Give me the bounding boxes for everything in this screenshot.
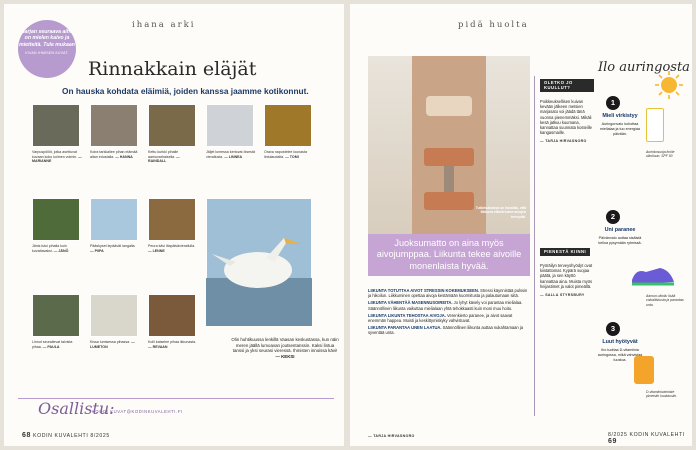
caption-owls bbox=[32, 150, 82, 164]
photo-snow-tracks bbox=[206, 104, 254, 147]
caption-credit: — TOMI bbox=[285, 154, 299, 159]
tip-text: Iho tuottaa D-vitamiinia auringossa, mikä vahvistaa luustoa. bbox=[597, 348, 643, 362]
photo-dog-barn bbox=[90, 104, 138, 147]
left-page-number: 68 bbox=[22, 432, 31, 439]
left-section-title: ihana arki bbox=[132, 20, 196, 30]
sun-icon bbox=[654, 70, 684, 100]
caption-credit: — JÄNÖ bbox=[53, 248, 69, 253]
caption-text: Kissa lumisessa pihassa. bbox=[90, 340, 131, 344]
pelican-caption bbox=[230, 337, 340, 359]
article-credit: — TARJA HIRVASNORO bbox=[368, 434, 415, 438]
pull-quote: Juoksumatto on aina myös aivojumppaa. Liikunta tekee aivoille monenlaista hyvää. bbox=[368, 234, 530, 276]
photo-squirrel bbox=[264, 104, 312, 147]
caption-credit: — LUMETON bbox=[90, 340, 135, 349]
right-section-title: pidä huolta bbox=[458, 20, 529, 30]
caption-credit: — PAULA bbox=[42, 344, 60, 349]
column-b-text: Pyöräilyn terveyshyödyt ovat kiistattomat. Kypärä suojaa päätä, ja sen käyttö kannattaa aina. Muista myös heijastimet ja valot pimeällä. bbox=[540, 263, 593, 289]
caption-text: Koira tarkkailee pihan elämää aitan edustalla. bbox=[90, 150, 138, 159]
caption-dog-barn bbox=[90, 150, 140, 159]
badge-subtext: KIVAN IHMISEN KUVAT. bbox=[25, 51, 69, 56]
pelican-illustration bbox=[206, 198, 312, 326]
paragraph-heading: LIIKUNTA LIKUNTA TEHOSTAA AIVOJA. bbox=[368, 312, 446, 318]
osallistu-heading: Osallistu: bbox=[38, 399, 115, 418]
news-column-a bbox=[540, 76, 594, 143]
photo-deer bbox=[148, 198, 196, 241]
article-paragraph bbox=[368, 300, 530, 310]
caption-text: Linnut seurailevat talvista pihaa. bbox=[32, 340, 73, 349]
dumbbell-handle bbox=[444, 166, 454, 192]
tip-number-3: 3 bbox=[606, 322, 620, 336]
photo-swallows bbox=[90, 198, 138, 241]
caption-text: Varpuspöllöt, jotka asettuvat kuvaan koko kolmen voimin. bbox=[32, 150, 78, 159]
caption-swallows bbox=[90, 244, 140, 253]
caption-text: Pääskyset lepäävät langalla. bbox=[90, 244, 136, 248]
caption-text: Jäljet lumessa kertovat öisestä vierailusta. bbox=[206, 150, 255, 159]
right-page-footer bbox=[608, 432, 692, 445]
pelican-credit: — KEKSI bbox=[275, 353, 295, 359]
article-paragraph bbox=[368, 325, 530, 335]
column-b-heading: PIENESTÄ KIINNI bbox=[540, 248, 590, 256]
caption-credit: — REVAAN bbox=[148, 344, 168, 349]
tip-text: Auringonvalo kohottaa mielialaa ja tuo energiaa päivään. bbox=[600, 122, 640, 136]
caption-deer bbox=[148, 244, 198, 253]
badge-text: Sarjan seuraava aihe on mielen kaivo ja mietteitä. Tule mukaan bbox=[19, 29, 75, 48]
caption-text: Kettu kurkki pihalle aamuvarhaisella. bbox=[148, 150, 179, 159]
product-2-note: Aamun ulkoilu lisää valoaltistusta ja parantaa unta. bbox=[646, 294, 684, 307]
tip-number-2: 2 bbox=[606, 210, 620, 224]
caption-credit: — MARIANNE bbox=[32, 154, 82, 164]
tip-text: Päivänvalo auttaa sisäistä kelloa pysymään rytmissä. bbox=[598, 236, 642, 245]
caption-credit: — HANNA bbox=[115, 154, 133, 159]
column-a-credit: — TARJA HIRVASNORO bbox=[540, 139, 587, 144]
photo-birds-snow bbox=[32, 294, 80, 337]
paragraph-heading: LIIKUNTA PARANTAA UNEN LAATUA. bbox=[368, 325, 442, 331]
article-body bbox=[368, 288, 530, 338]
photo-hare bbox=[32, 198, 80, 241]
news-column-b bbox=[540, 240, 594, 297]
column-b-credit: — SALLA STYRSBURY bbox=[540, 293, 585, 298]
column-a-text: Poikkeuksellisen kuivan kevään jälkeen metsien marjasato voi jäädä tänä vuonna pienemmäksi. Mikäli kesä jatkuu kuumana, kannattaa suunnata kosteille kangasmaille. bbox=[540, 99, 592, 136]
tips-title: Ilo auringosta bbox=[598, 60, 690, 75]
caption-text: Orava napostelee lounasta lintulaudalta. bbox=[264, 150, 307, 159]
paragraph-heading: LIIKUNTA TOTUTTAA AIVOT STRESSIN KOKEMUKSEEN. bbox=[368, 288, 479, 293]
product-1-note: Aurinkosuoja iholle ulkoiluun, SPF 50 bbox=[646, 150, 675, 159]
caption-credit: — RAINDALL bbox=[148, 154, 180, 164]
right-footer-text: 8/2025 KODIN KUVALEHTI bbox=[608, 432, 685, 438]
photo-caption: Tutkimuksissa on havaittu, että liikkuva elämä tukee aivojen terveyttä. bbox=[475, 206, 526, 219]
article-paragraph bbox=[368, 313, 530, 323]
right-page-number: 69 bbox=[608, 438, 617, 445]
sneaker-icon bbox=[630, 260, 676, 288]
caption-credit: — LINNEA bbox=[224, 154, 243, 159]
caption-credit: — PIIPA bbox=[90, 248, 104, 253]
photo-fox bbox=[148, 104, 196, 147]
caption-snow-tracks bbox=[206, 150, 256, 159]
caption-text: Kolli katselee pihaa ikkunasta. bbox=[148, 340, 197, 344]
paragraph-text: Stressi käynnistää pulssin ja hikoilun. Liikkuminen opettaa aivoja kestämään kuormitusta ja palautumaan siitä. bbox=[368, 288, 528, 299]
caption-text: Jänis istui pihalla kuin kuvattavaksi. bbox=[32, 244, 67, 253]
caption-credit: — LENNE bbox=[148, 248, 165, 253]
caption-squirrel bbox=[264, 150, 314, 159]
paragraph-text: Jo lyhyt kävely voi parantaa mielialaa. Säännöllinen liikunta vaikuttaa mielialaan yhtä tehokkaasti kuin moni muu hoito. bbox=[368, 300, 523, 311]
left-footer-text: KODIN KUVALEHTI 8/2025 bbox=[33, 433, 110, 439]
caption-text: Peura kävi iltapäivävierailulla. bbox=[148, 244, 196, 248]
paragraph-heading: LIIKUNTA VÄHENTÄÄ MASENNUSOIREITA. bbox=[368, 300, 453, 306]
photo-owls bbox=[32, 104, 80, 147]
caption-cat-snow bbox=[90, 340, 140, 349]
caption-hare bbox=[32, 244, 82, 253]
column-a-heading: OLETKO JO KUULLUT? bbox=[540, 79, 594, 92]
paragraph-text: Säännöllinen liikunta auttaa nukahtamaan ja syventää unta. bbox=[368, 325, 524, 336]
product-3-note: D-vitamiinivalmiste pimeisiin kuukausiin. bbox=[646, 390, 678, 399]
dumbbell-photo bbox=[368, 56, 530, 236]
osallistu-text[interactable]: KOODI KUVAT@KODINKUVALEHTI.FI bbox=[92, 409, 183, 414]
page-title: Rinnakkain eläjät bbox=[88, 58, 257, 80]
left-page bbox=[4, 4, 344, 446]
series-badge bbox=[18, 20, 76, 78]
article-paragraph bbox=[368, 288, 530, 298]
right-page bbox=[350, 4, 692, 446]
lead-text: On hauska kohdata eläimiä, joiden kanssa jaamme kotikonnut. bbox=[62, 86, 309, 96]
caption-birds-snow bbox=[32, 340, 82, 349]
pelican-caption-text: Olin huhtikuussa lenkillä Vaasan keskustassa, kun näin meren jäällä lumoavan joutsentanssin. Kaksi lintua tanssi ja yksi seurasi vieressä. Ihmisten innoissa kävi! bbox=[231, 337, 339, 354]
paragraph-text: Verenkierto paranee, ja aivot saavat enemmän happea. Muisti ja keskittymiskyky vahvistuvat. bbox=[368, 312, 513, 324]
sports-top bbox=[426, 96, 472, 116]
column-divider bbox=[534, 76, 535, 416]
photo-cat-snow bbox=[90, 294, 138, 337]
photo-cat-window bbox=[148, 294, 196, 337]
tip-title: Mieli virkistyy bbox=[602, 113, 638, 119]
tip-title: Luut hyötyvät bbox=[602, 339, 638, 345]
tip-number-1: 1 bbox=[606, 96, 620, 110]
dumbbell-top bbox=[424, 148, 474, 166]
left-page-footer bbox=[22, 432, 110, 439]
caption-cat-window bbox=[148, 340, 198, 349]
caption-fox bbox=[148, 150, 198, 164]
sunscreen-product-image bbox=[646, 108, 664, 142]
tip-title: Uni paranee bbox=[604, 227, 636, 233]
